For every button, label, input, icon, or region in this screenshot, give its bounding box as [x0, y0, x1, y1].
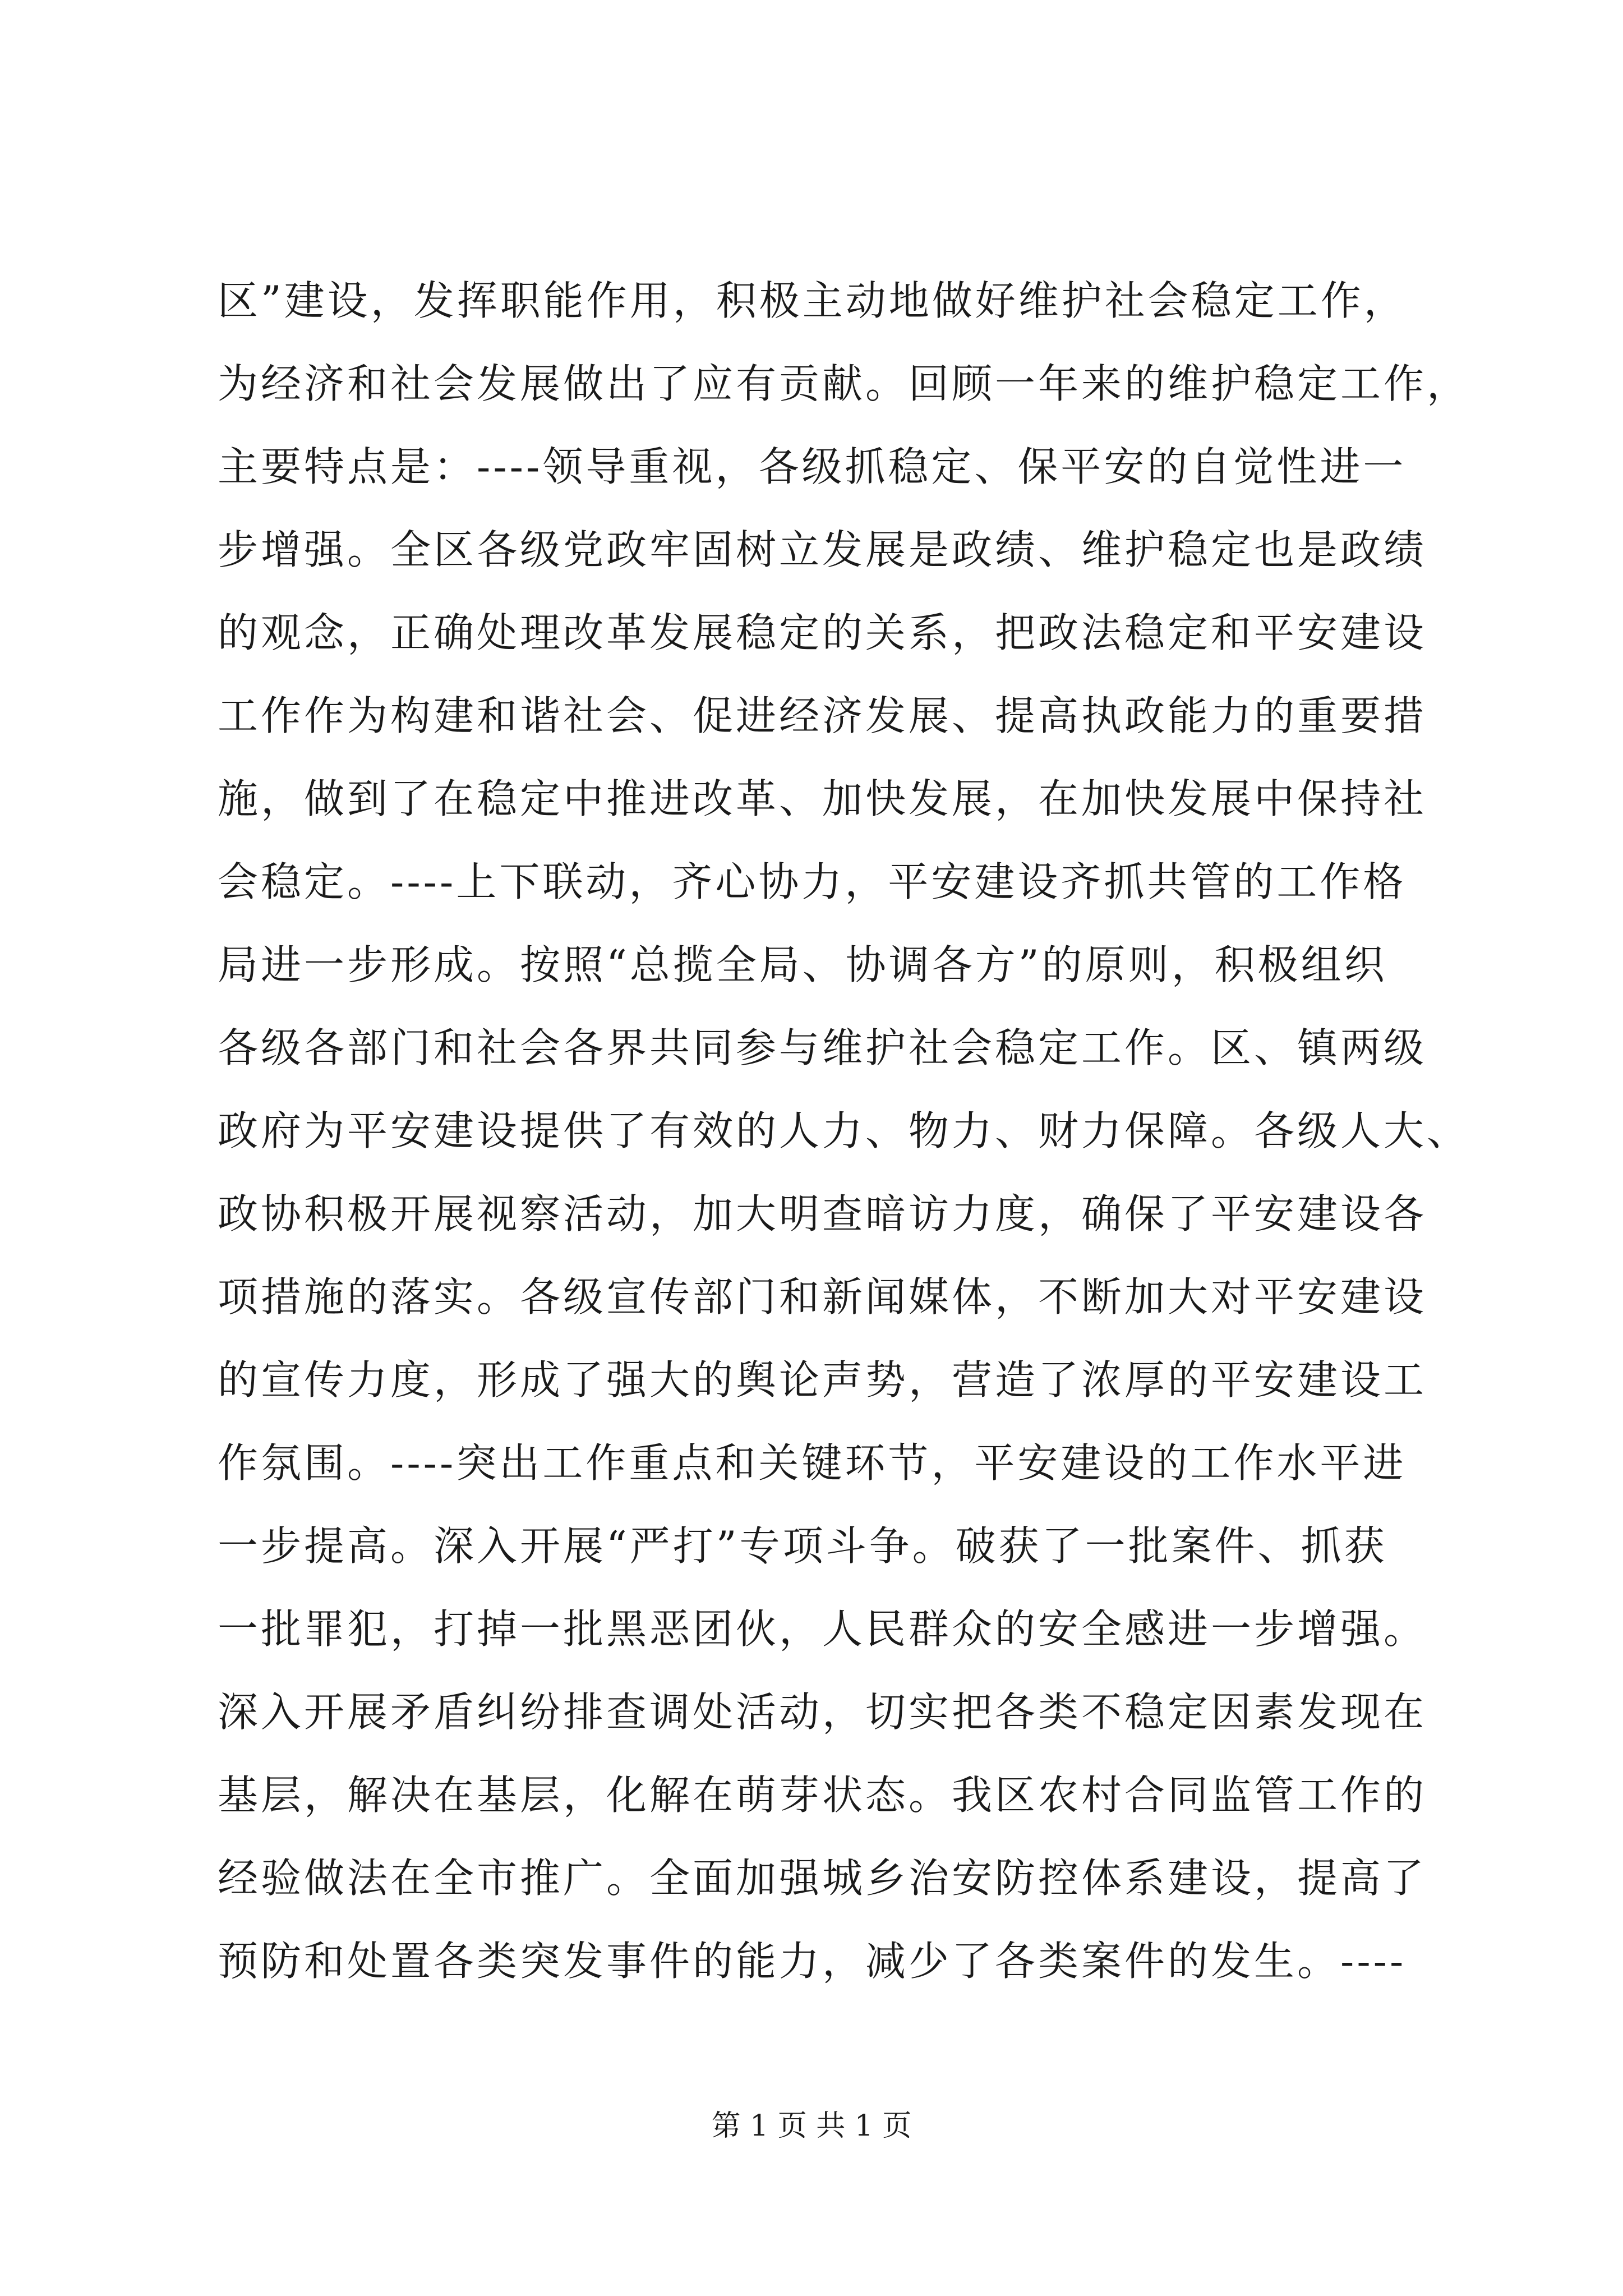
text-line: 步增强。全区各级党政牢固树立发展是政绩、维护稳定也是政绩 — [218, 526, 1427, 573]
text-line: 项措施的落实。各级宣传部门和新闻媒体，不断加大对平安建设 — [218, 1273, 1427, 1320]
body-text — [218, 259, 1474, 2003]
page-footer: 第 1 页 共 1 页 — [711, 2109, 912, 2143]
text-line: 为经济和社会发展做出了应有贡献。回顾一年来的维护稳定工作， — [218, 360, 1470, 407]
text-line: 政协积极开展视察活动，加大明查暗访力度，确保了平安建设各 — [218, 1190, 1427, 1237]
text-line: 工作作为构建和谐社会、促进经济发展、提高执政能力的重要措 — [218, 692, 1427, 739]
text-line: 局进一步形成。按照“总揽全局、协调各方”的原则，积极组织 — [218, 941, 1387, 988]
text-line: 一批罪犯，打掉一批黑恶团伙，人民群众的安全感进一步增强。 — [218, 1605, 1427, 1653]
text-line: 一步提高。深入开展“严打”专项斗争。破获了一批案件、抓获 — [218, 1522, 1387, 1570]
text-line: 的观念，正确处理改革发展稳定的关系，把政法稳定和平安建设 — [218, 609, 1427, 656]
text-line: 的宣传力度，形成了强大的舆论声势，营造了浓厚的平安建设工 — [218, 1356, 1427, 1404]
text-line: 施，做到了在稳定中推进改革、加快发展，在加快发展中保持社 — [218, 775, 1427, 822]
text-line: 会稳定。----上下联动，齐心协力，平安建设齐抓共管的工作格 — [218, 858, 1407, 905]
text-line: 作氛围。----突出工作重点和关键环节，平安建设的工作水平进 — [218, 1439, 1407, 1487]
text-line: 各级各部门和社会各界共同参与维护社会稳定工作。区、镇两级 — [218, 1024, 1427, 1071]
text-line: 基层，解决在基层，化解在萌芽状态。我区农村合同监管工作的 — [218, 1772, 1427, 1819]
text-line: 主要特点是：----领导重视，各级抓稳定、保平安的自觉性进一 — [218, 443, 1407, 490]
text-line: 深入开展矛盾纠纷排查调处活动，切实把各类不稳定因素发现在 — [218, 1688, 1427, 1736]
text-line: 经验做法在全市推广。全面加强城乡治安防控体系建设，提高了 — [218, 1855, 1427, 1902]
text-line: 预防和处置各类突发事件的能力，减少了各类案件的发生。---- — [218, 1938, 1407, 1985]
text-line: 区”建设，发挥职能作用，积极主动地做好维护社会稳定工作， — [218, 277, 1407, 324]
text-line: 政府为平安建设提供了有效的人力、物力、财力保障。各级人大、 — [218, 1107, 1470, 1154]
